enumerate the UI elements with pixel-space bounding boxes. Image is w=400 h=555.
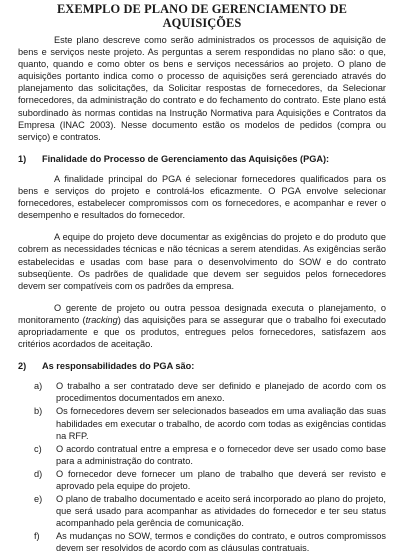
section-1-title: Finalidade do Processo de Gerenciamento das Aquisições (PGA): [42,153,330,164]
list-item [18,530,386,554]
section-2-heading [18,360,386,372]
paragraph-3-text-end: ) das aquisições para se assegurar que o trabalho foi executado apropriadamente e que os produtos, entregues pelos fornecedores, satisfazem aos critérios acordados de aceitação. [18,314,386,350]
list-item-text: O acordo contratual entre a empresa e o fornecedor deve ser usado como base para a administração do contrato. [56,443,386,466]
tracking-term: tracking [85,314,118,325]
list-item-marker: e) [34,494,43,505]
list-item-text: Os fornecedores devem ser selecionados baseados em uma avaliação das suas habilidades em executar o trabalho, de acordo com todas as exigências contidas na RFP. [56,406,386,441]
section-1-paragraph-2: A equipe do projeto deve documentar as exigências do projeto e do produto que cobrem as necessidades técnicas e não técnicas a serem atendidas. As exigências serão estabelecidas e usadas com base para o desenvolvimento do SOW e do contrato subseqüente. Os padrões de qualidade que devem ser seguidos pelos fornecedores devem ser compatíveis com os padrões da empresa. [18,232,386,291]
document-title: EXEMPLO DE PLANO DE GERENCIAMENTO DE AQUISIÇÕES [56,2,348,30]
list-item-marker: f) [34,531,40,542]
list-item-text: O plano de trabalho documentado e aceito será incorporado ao plano do projeto, que será usado para acompanhar as atividades do fornecedor e ter seu status acompanhado pela gerência de comunicação. [56,494,386,529]
list-item-text: O trabalho a ser contratado deve ser definido e planejado de acordo com os procedimentos documentados em anexo. [56,381,386,404]
section-1-paragraph-1: A finalidade principal do PGA é selecionar fornecedores qualificados para os bens e serviços do projeto e controlá-los eficazmente. O PGA envolve selecionar fornecedores, estabelecer compromissos com os fornecedores, e acompanhar e rever o desempenho e resultados do fornecedor. [18,173,386,221]
list-item [18,380,386,404]
list-item-text: O fornecedor deve fornecer um plano de trabalho que deverá ser revisto e aprovado pela equipe do projeto. [56,468,386,491]
list-item [18,493,386,529]
list-item [18,443,386,467]
section-1-number: 1) [18,153,27,164]
list-item [18,468,386,492]
section-2-title: As responsabilidades do PGA são: [42,361,195,372]
intro-paragraph: Este plano descreve como serão administrados os processos de aquisição de bens e serviços neste projeto. As perguntas a serem respondidas no plano são: o que, quanto, quando e como obter os bens e serviços necessários ao projeto. O plano de aquisições portanto indica como o processo de aquisições será gerenciado através do planejamento das solicitações, da Solicitar respostas de fornecedores, da Selecionar fornecedores, da administração do contrato e do fechamento do contrato. Este plano está subordinado às normas contidas na Instrução Normativa para Aquisições e Contratos da Empresa (INAC 2003). Nesse documento estão os modelos de pedidos (compra ou serviço) e contratos. [18,35,386,142]
section-1-paragraph-3 [18,302,386,350]
list-item-marker: b) [34,406,43,417]
list-item-text: As mudanças no SOW, termos e condições do contrato, e outros compromissos devem ser resolvidos de acordo com as cláusulas contratuais. [56,531,386,554]
list-item-marker: c) [34,443,42,454]
list-item-marker: d) [34,468,43,479]
paragraph-3-text-start: O gerente de projeto ou outra pessoa designada executa o planejamento, o monitoramento ( [18,302,386,325]
list-item [18,405,386,441]
section-2-number: 2) [18,361,27,372]
section-1-heading [18,153,386,165]
responsibilities-list [18,380,386,554]
list-item-marker: a) [34,381,43,392]
